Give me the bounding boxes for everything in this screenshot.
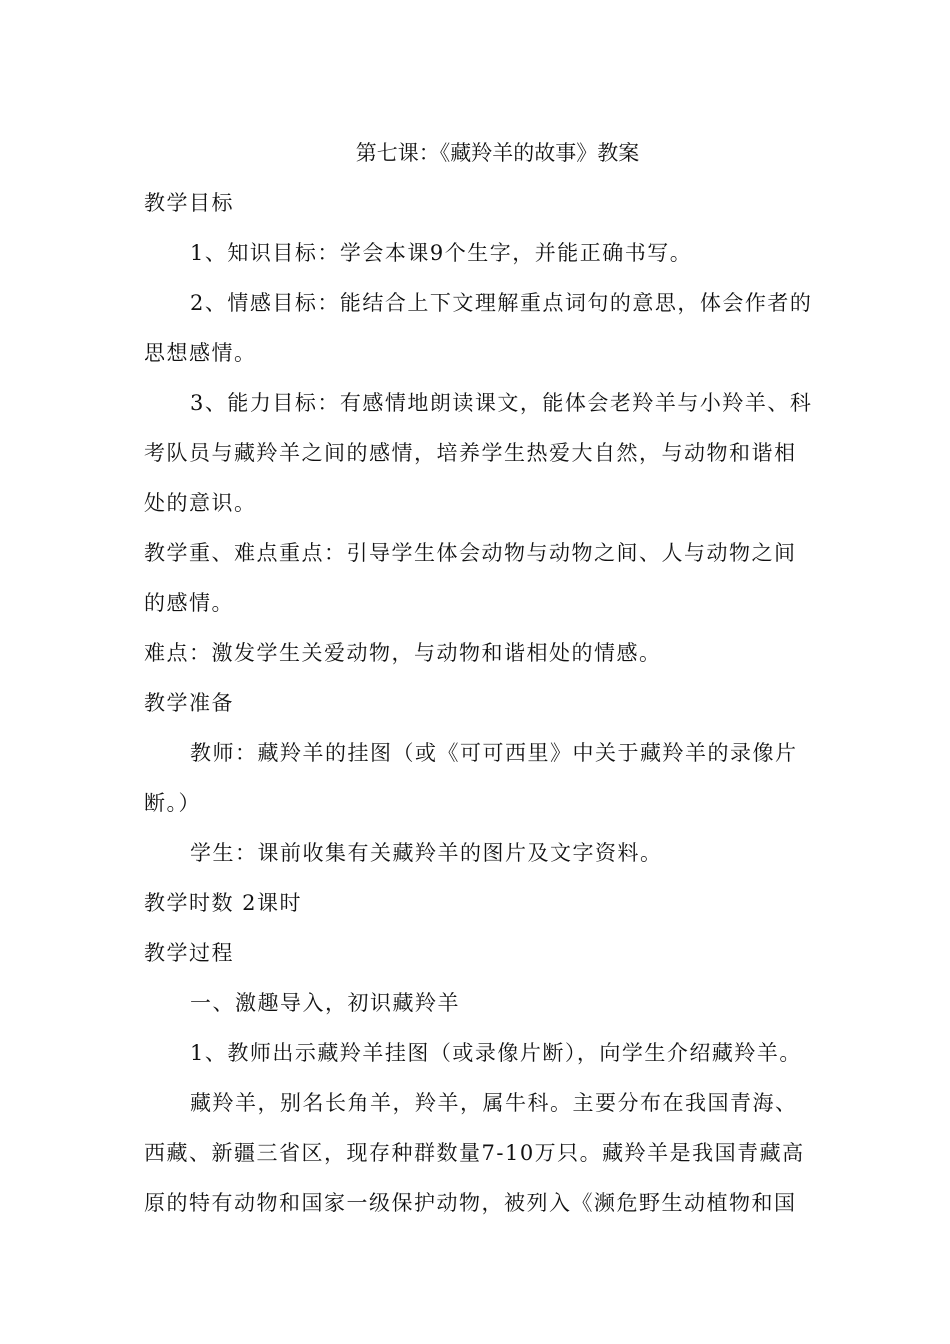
paragraph-line: 1、知识目标：学会本课9个生字，并能正确书写。 (190, 241, 693, 265)
paragraph-line: 思想感情。 (144, 341, 257, 365)
paragraph-line: 1、教师出示藏羚羊挂图（或录像片断），向学生介绍藏羚羊。 (190, 1041, 802, 1065)
paragraph-line: 2、情感目标：能结合上下文理解重点词句的意思，体会作者的 (190, 291, 813, 315)
paragraph-line: 西藏、新疆三省区，现存种群数量7-10万只。藏羚羊是我国青藏高 (144, 1141, 805, 1165)
paragraph-line: 原的特有动物和国家一级保护动物，被列入《濒危野生动植物和国 (144, 1191, 797, 1215)
heading-teaching-process: 教学过程 (144, 941, 234, 965)
paragraph-line: 处的意识。 (144, 491, 257, 515)
heading-teaching-hours: 教学时数 2课时 (144, 891, 303, 915)
heading-teaching-preparation: 教学准备 (144, 691, 234, 715)
paragraph-line: 学生：课前收集有关藏羚羊的图片及文字资料。 (190, 841, 663, 865)
paragraph-line: 考队员与藏羚羊之间的感情，培养学生热爱大自然，与动物和谐相 (144, 441, 797, 465)
paragraph-line: 教学重、难点重点：引导学生体会动物与动物之间、人与动物之间 (144, 541, 797, 565)
document-title: 第七课：《藏羚羊的故事》教案 (355, 141, 640, 165)
paragraph-line: 教师：藏羚羊的挂图（或《可可西里》中关于藏羚羊的录像片 (190, 741, 798, 765)
section-heading: 一、激趣导入，初识藏羚羊 (190, 991, 460, 1015)
paragraph-line: 藏羚羊，别名长角羊，羚羊，属牛科。主要分布在我国青海、 (190, 1091, 798, 1115)
paragraph-line: 3、能力目标：有感情地朗读课文，能体会老羚羊与小羚羊、科 (190, 391, 813, 415)
paragraph-line: 的感情。 (144, 591, 234, 615)
heading-teaching-goals: 教学目标 (144, 191, 234, 215)
paragraph-line: 难点：激发学生关爱动物，与动物和谐相处的情感。 (144, 641, 662, 665)
paragraph-line: 断。） (144, 791, 201, 815)
